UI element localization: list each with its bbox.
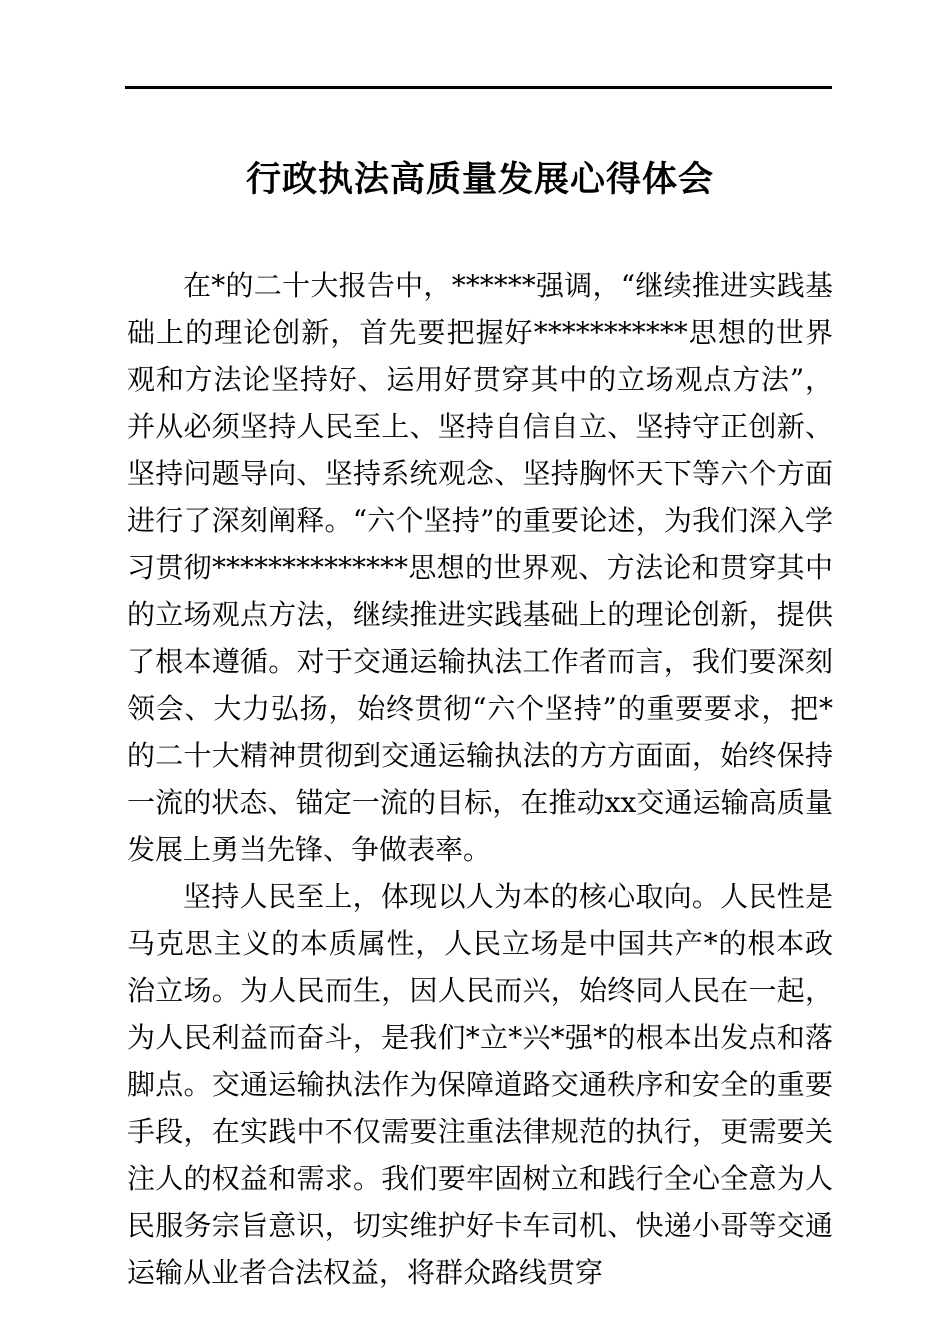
paragraph: 坚持人民至上，体现以人为本的核心取向。人民性是马克思主义的本质属性，人民立场是中国共产*的根本政治立场。为人民而生，因人民而兴，始终同人民在一起，为人民利益而奋斗，是我们*立*兴*强*的根本出发点和落脚点。交通运输执法作为保障道路交通秩序和安全的重要手段，在实践中不仅需要注重法律规范的执行，更需要关注人的权益和需求。我们要牢固树立和践行全心全意为人民服务宗旨意识，切实维护好卡车司机、快递小哥等交通运输从业者合法权益，将群众路线贯穿 xyxy=(127,880,833,1289)
document-body xyxy=(127,262,833,1296)
document-title: 行政执法高质量发展心得体会 xyxy=(245,159,714,200)
header-divider-line xyxy=(125,86,832,89)
paragraph: 在*的二十大报告中，******强调，“继续推进实践基础上的理论创新，首先要把握好***********思想的世界观和方法论坚持好、运用好贯穿其中的立场观点方法”，并从必须坚持人民至上、坚持自信自立、坚持守正创新、坚持问题导向、坚持系统观念、坚持胸怀天下等六个方面进行了深刻阐释。“六个坚持”的重要论述，为我们深入学习贯彻**************思想的世界观、方法论和贯穿其中的立场观点方法，继续推进实践基础上的理论创新，提供了根本遵循。对于交通运输执法工作者而言，我们要深刻领会、大力弘扬，始终贯彻“六个坚持”的重要要求，把*的二十大精神贯彻到交通运输执法的方方面面，始终保持一流的状态、锚定一流的目标，在推动xx交通运输高质量发展上勇当先锋、争做表率。 xyxy=(127,269,833,866)
